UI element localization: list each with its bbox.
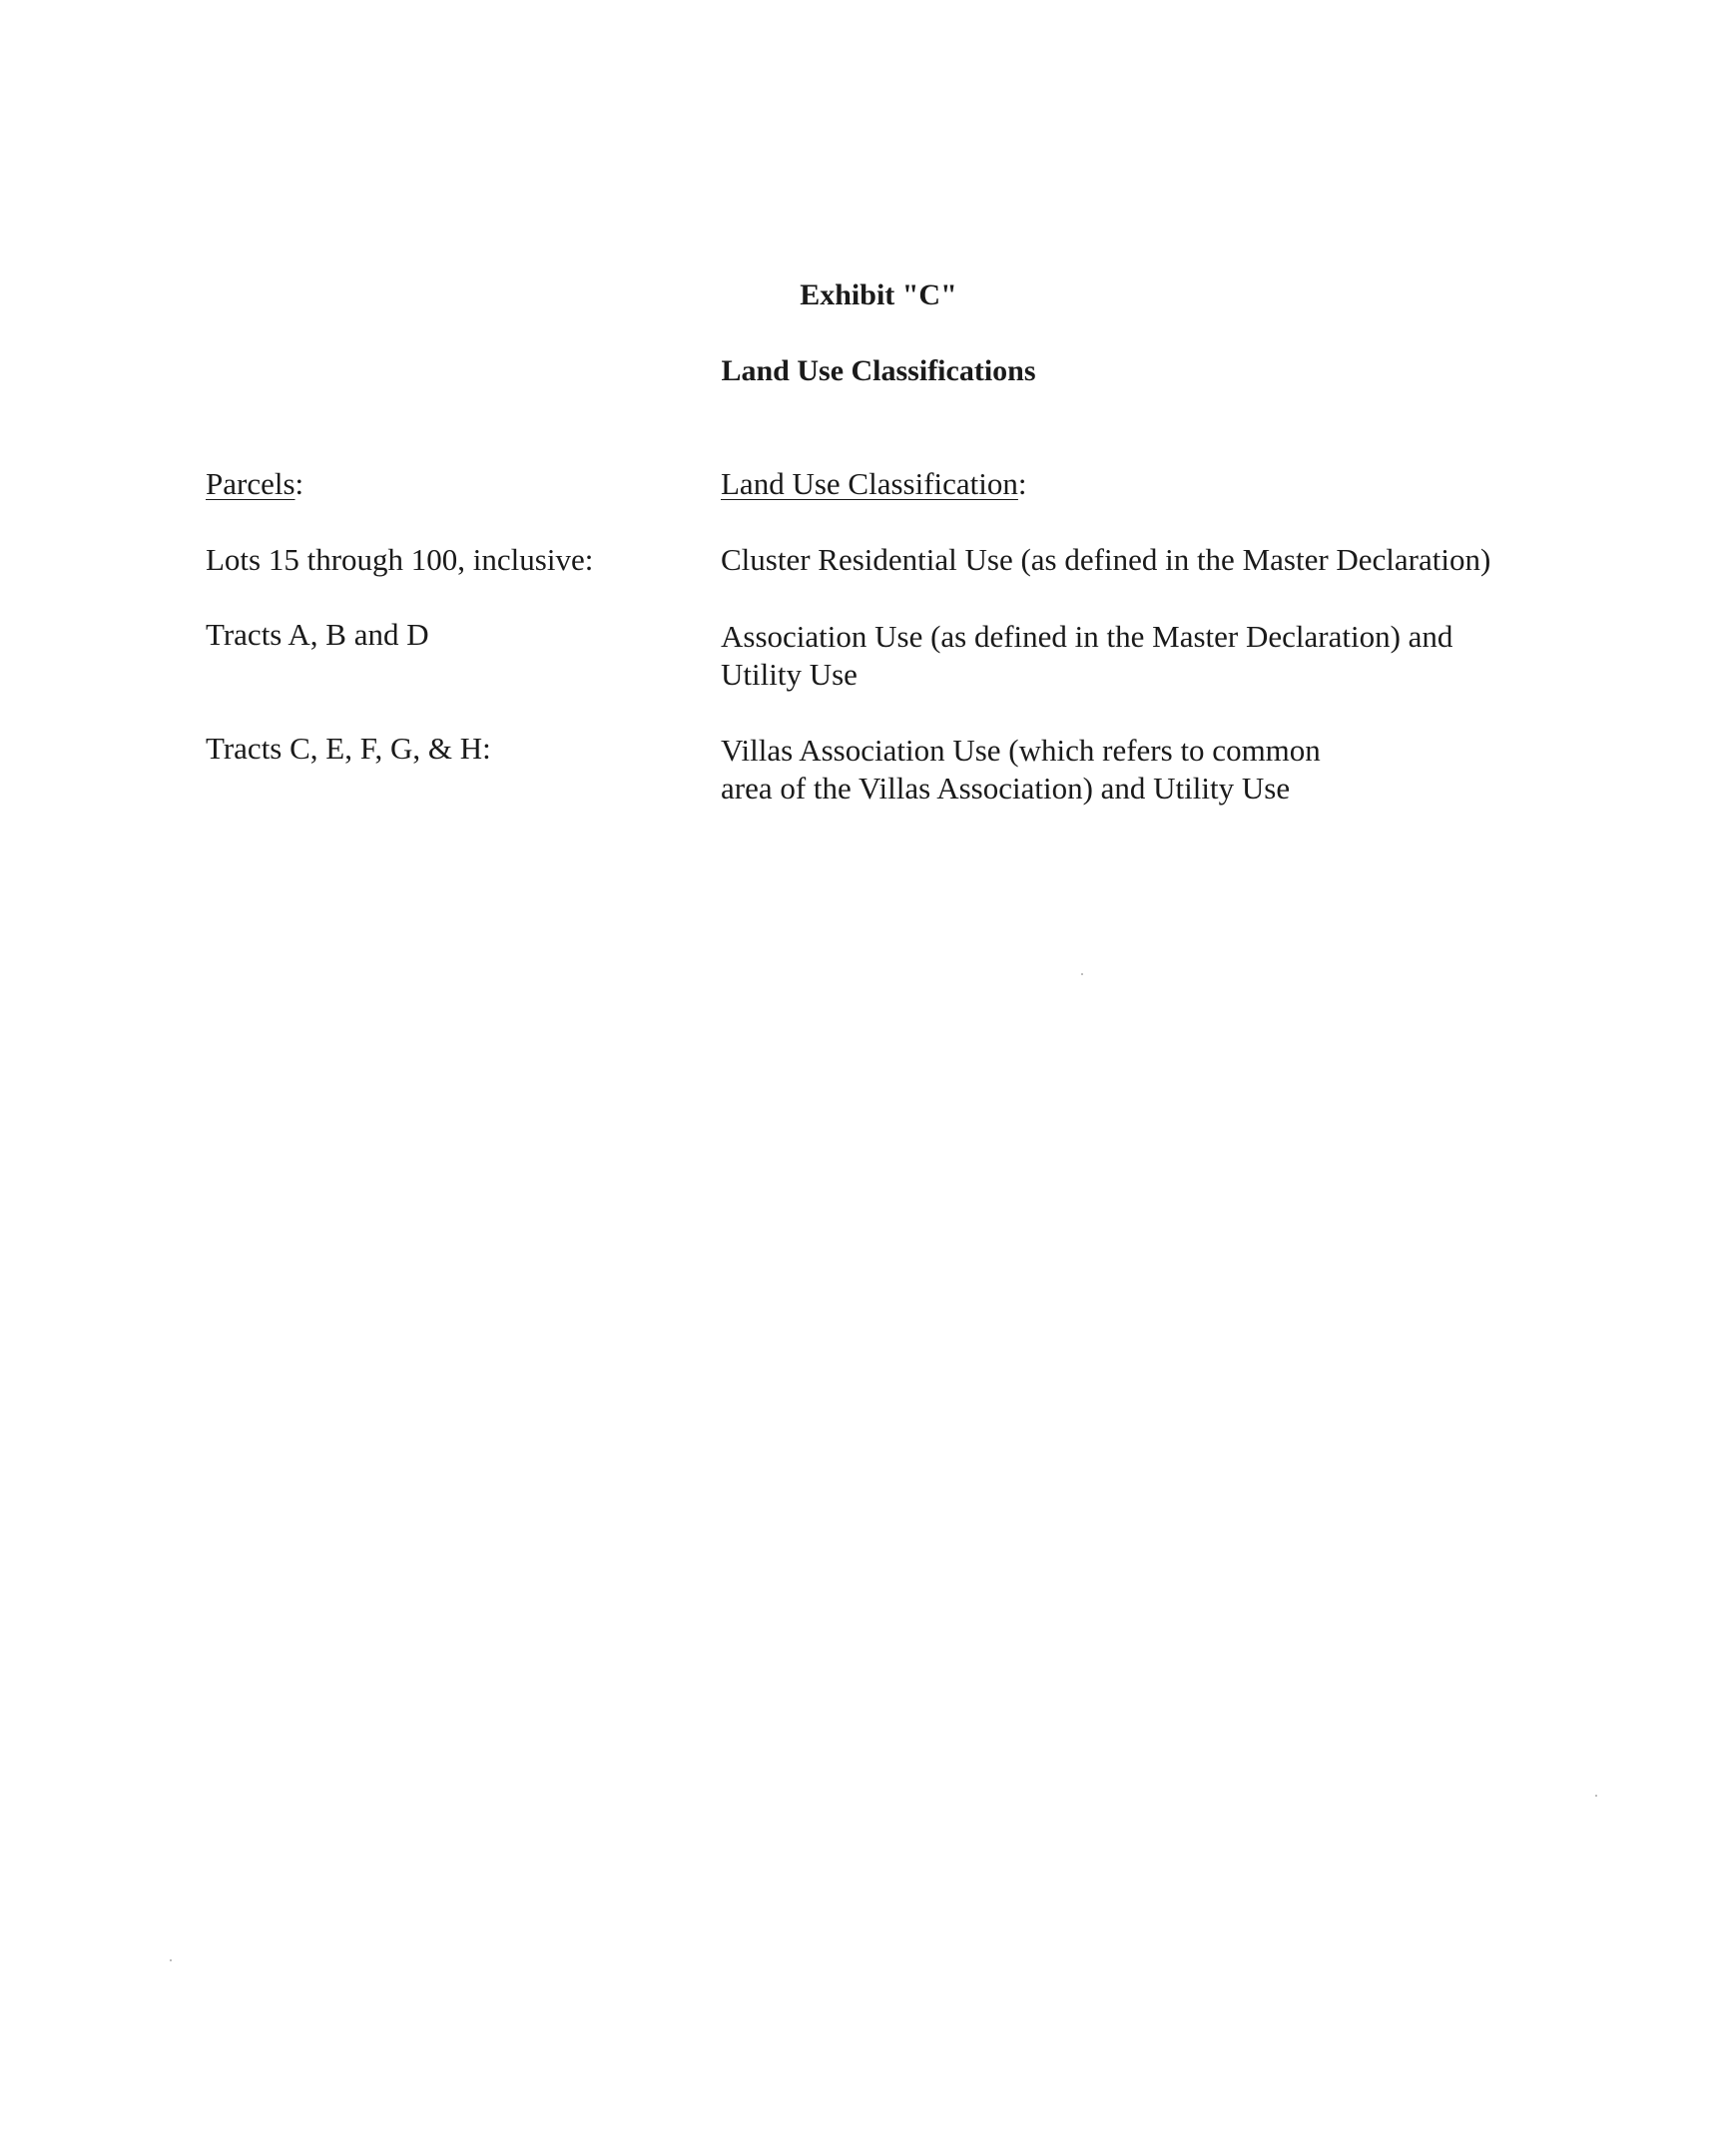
row-3-classification-line-2: area of the Villas Association) and Utility Use [721, 771, 1291, 806]
parcels-header-text: Parcels [206, 466, 295, 501]
document-subtitle: Land Use Classifications [721, 354, 1036, 387]
row-1-parcel: Lots 15 through 100, inclusive: [206, 542, 594, 577]
parcels-header [206, 465, 303, 503]
scan-speck [1595, 1795, 1597, 1797]
scan-speck [1081, 973, 1083, 975]
scan-speck [170, 1959, 172, 1961]
parcels-header-colon: : [294, 466, 304, 501]
row-2-classification-line-1: Association Use (as defined in the Master Declaration) and [721, 619, 1453, 654]
classification-header-text: Land Use Classification [721, 466, 1018, 501]
row-2-parcel: Tracts A, B and D [206, 617, 429, 652]
classification-header-colon: : [1017, 466, 1027, 501]
row-3-parcel: Tracts C, E, F, G, & H: [206, 731, 491, 766]
row-1-classification: Cluster Residential Use (as defined in the Master Declaration) [721, 542, 1491, 577]
classification-header [721, 465, 1027, 503]
exhibit-title: Exhibit "C" [800, 278, 957, 311]
row-3-classification-line-1: Villas Association Use (which refers to common [721, 733, 1321, 768]
row-2-classification-line-2: Utility Use [721, 657, 858, 692]
